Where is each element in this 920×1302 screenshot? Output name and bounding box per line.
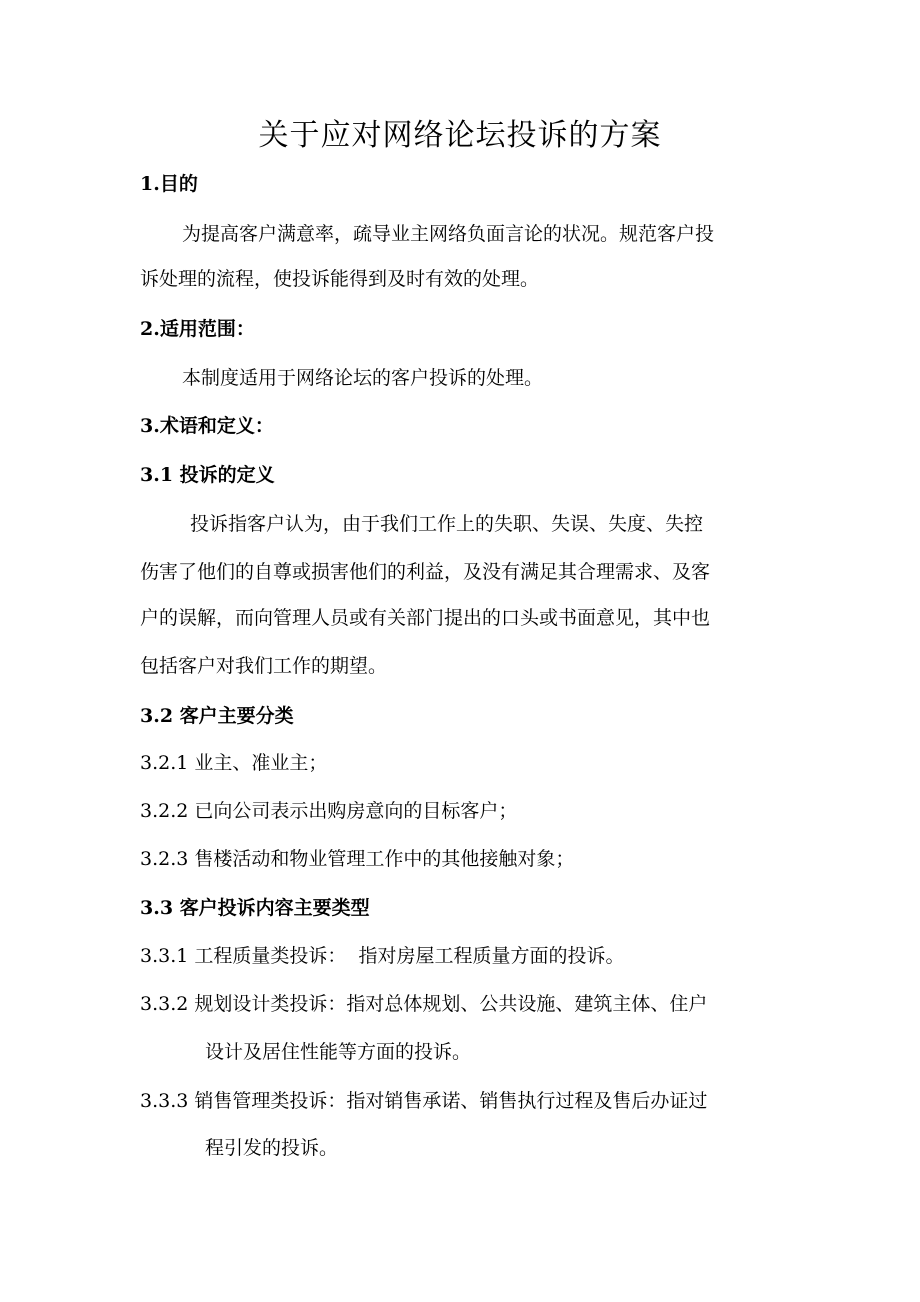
purpose-paragraph-line-1: 为提高客户满意率，疏导业主网络负面言论的状况。规范客户投 (182, 223, 715, 245)
list-item-classification-3: 3.2.3 售楼活动和物业管理工作中的其他接触对象； (140, 848, 575, 870)
scope-paragraph: 本制度适用于网络论坛的客户投诉的处理。 (182, 367, 544, 389)
list-item-complaint-type-2-line-2: 设计及居住性能等方面的投诉。 (205, 1041, 472, 1063)
list-item-complaint-type-3-line-1: 3.3.3 销售管理类投诉：指对销售承诺、销售执行过程及售后办证过 (140, 1090, 708, 1112)
list-item-complaint-type-1: 3.3.1 工程质量类投诉： 指对房屋工程质量方面的投诉。 (140, 945, 625, 967)
list-item-complaint-type-3-line-2: 程引发的投诉。 (205, 1137, 339, 1159)
subsection-heading-classification: 3.2 客户主要分类 (140, 705, 294, 727)
section-heading-terms: 3.术语和定义： (140, 415, 274, 437)
definition-paragraph-line-3: 户的误解，而向管理人员或有关部门提出的口头或书面意见，其中也 (140, 607, 711, 629)
definition-paragraph-line-1: 投诉指客户认为，由于我们工作上的失职、失误、失度、失控 (190, 513, 704, 535)
document-title: 关于应对网络论坛投诉的方案 (258, 118, 662, 153)
list-item-complaint-type-2-line-1: 3.3.2 规划设计类投诉：指对总体规划、公共设施、建筑主体、住户 (140, 993, 708, 1015)
section-heading-scope: 2.适用范围： (140, 318, 255, 340)
purpose-paragraph-line-2: 诉处理的流程，使投诉能得到及时有效的处理。 (140, 268, 540, 290)
subsection-heading-complaint-types: 3.3 客户投诉内容主要类型 (140, 897, 370, 919)
definition-paragraph-line-2: 伤害了他们的自尊或损害他们的利益，及没有满足其合理需求、及客 (140, 561, 711, 583)
subsection-heading-definition: 3.1 投诉的定义 (140, 464, 275, 486)
list-item-classification-1: 3.2.1 业主、准业主； (140, 752, 328, 774)
section-heading-purpose: 1.目的 (140, 173, 198, 195)
list-item-classification-2: 3.2.2 已向公司表示出购房意向的目标客户； (140, 800, 518, 822)
definition-paragraph-line-4: 包括客户对我们工作的期望。 (140, 655, 388, 677)
